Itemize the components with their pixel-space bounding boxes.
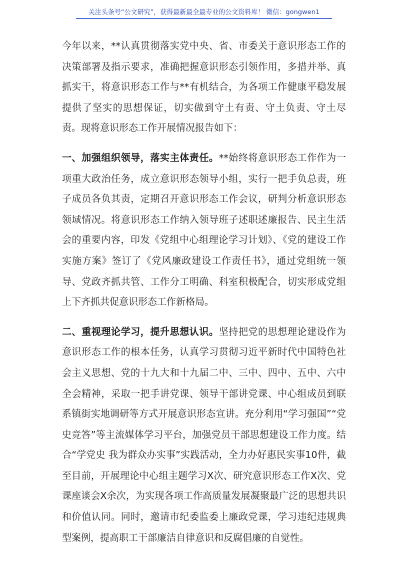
paragraph-heading: 二、重视理论学习，提升思想认识。 [62,326,219,338]
paragraph-intro [62,37,346,140]
paragraph-text: 坚持把党的思想理论建设作为意识形态工作的根本任务，认真学习贯彻习近平新时代中国特色社会主义思想、党的十九大和十九届二中、三中、四中、五中、六中全会精神，采取一把手讲党课、领导干部讲党课、中心组成员到联系镇街实地调研等方式开展意识形态宣讲。充分利用“学习强国”“党史竞答”等主流媒体学习平台，加强党员干部思想建设工作力度。结合“学党史 我为群众办实事”实践活动，全力办好惠民实事10件，截至目前，开展理论中心组主题学习X次、研究意识形态工作X次、党课座谈会X余次，为实现各项工作高质量发展凝聚最广泛的思想共识和价值认同。同时，邀请市纪委监委上廉政党课，学习违纪违规典型案例，提高职工干部廉洁自律意识和反腐倡廉的自觉性。 [62,326,346,544]
header-divider [76,18,332,19]
paragraph-text: 今年以来，**认真贯彻落实党中央、省、市委关于意识形态工作的决策部署及指示要求，准确把握意识形态引领作用，多措并举、真抓实干，将意识形态工作与**有机结合，为各项工作健康平稳发展提供了坚实的思想保证，切实做到守土有责、守土负责、守土尽责。现将意识形态工作开展情况报告如下： [62,41,346,135]
paragraph-text: **始终将意识形态工作作为一项重大政治任务，成立意识形态领导小组，实行一把手负总责，班子成员各负其责，定期召开意识形态工作会议，研判分析意识形态领域情况。将意识形态工作纳入领导班子述职述廉报告、民主生活会的重要内容，印发《党组中心组理论学习计划》、《党的建设工作实施方案》签订了《党风廉政建设工作责任书》，通过党组统一领导、党政齐抓共管、工作分工明确、科室积极配合，切实形成党组上下齐抓共促意识形态工作新格局。 [62,152,346,309]
paragraph-section-2 [62,323,346,550]
paragraph-section-1 [62,149,346,314]
header-banner: 关注头条号“公文研究”，获得最新最全最专业的公文资料库！ 微信：gongwen1 [88,8,320,16]
document-body [62,37,346,549]
paragraph-heading: 一、加强组织领导，落实主体责任。 [62,152,219,164]
